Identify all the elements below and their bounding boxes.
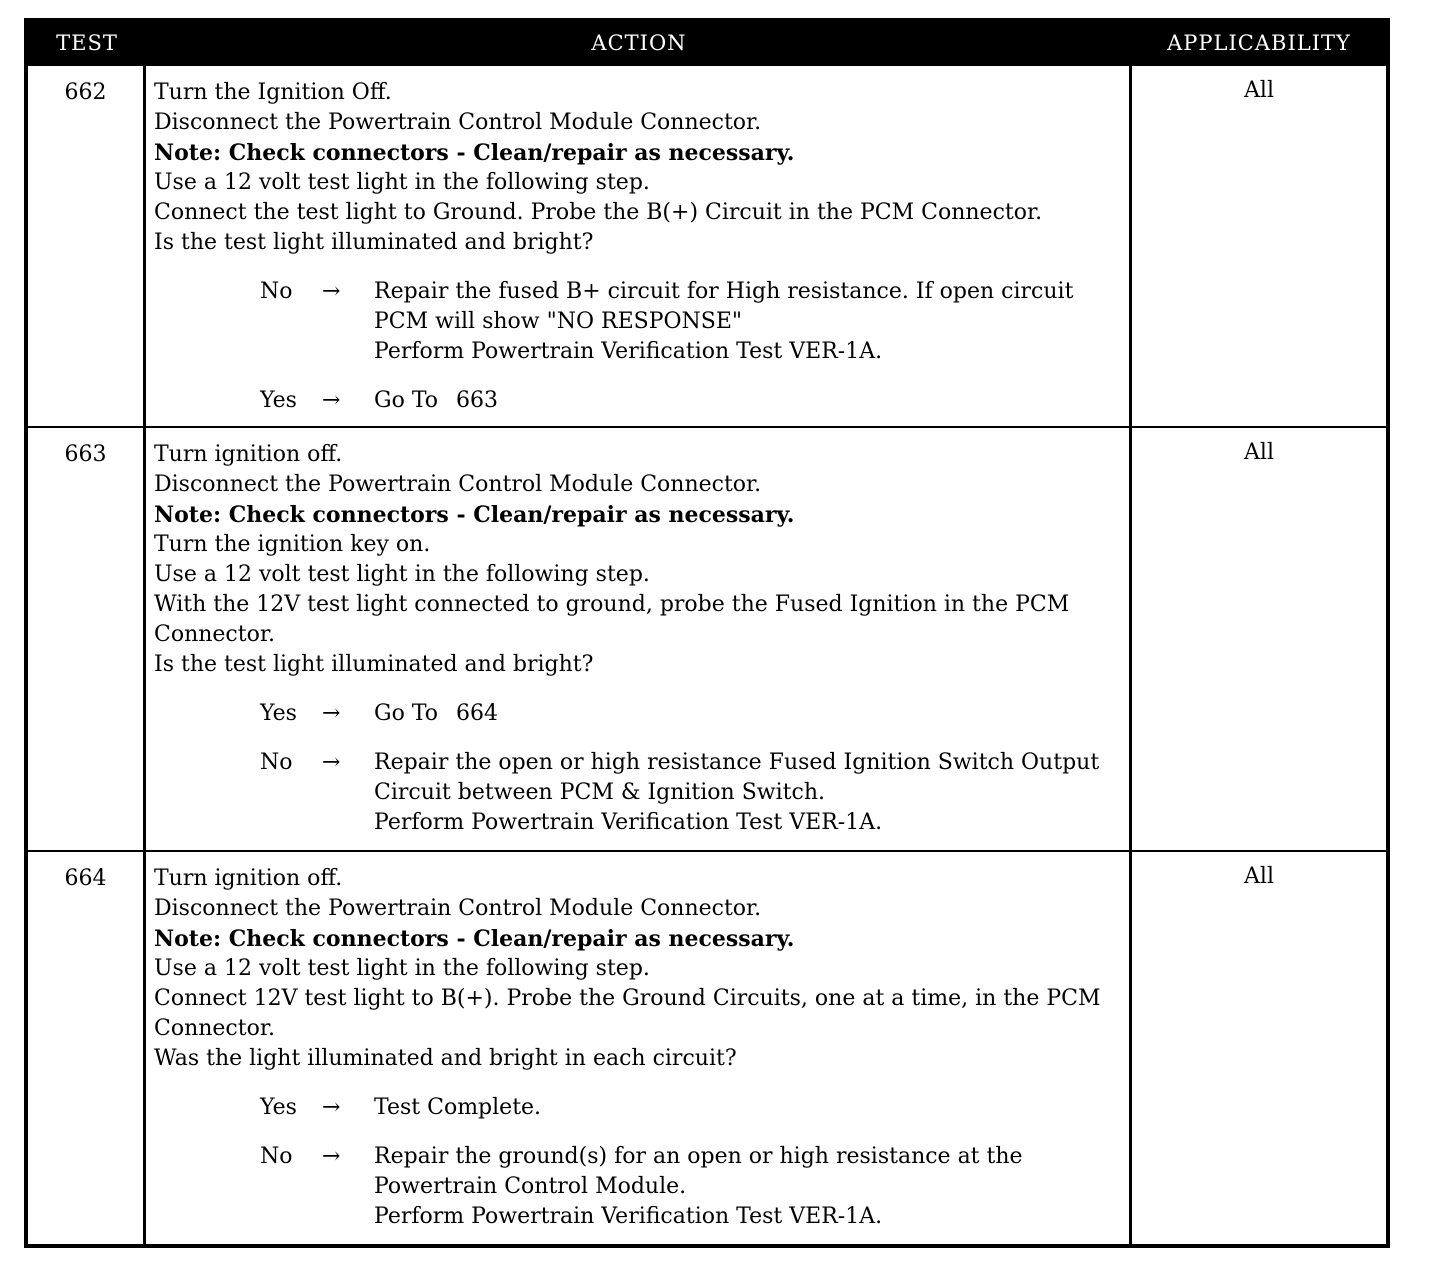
result-line: Repair the open or high resistance Fused Ignition Switch Output [374, 750, 1100, 775]
result-no [260, 277, 1121, 367]
result-line: Repair the ground(s) for an open or high resistance at the [374, 1144, 1023, 1169]
result-yes [260, 1093, 1121, 1123]
action-line: Use a 12 volt test light in the following step. [154, 956, 650, 981]
applicability-cell: All [1244, 78, 1274, 103]
result-no [260, 748, 1121, 838]
goto-label: Go To [374, 388, 439, 413]
result-line: Perform Powertrain Verification Test VER-1A. [374, 339, 883, 364]
goto-target: 663 [456, 388, 499, 413]
result-yes [260, 386, 1121, 416]
action-cell [146, 428, 1132, 850]
result-line: PCM will show "NO RESPONSE" [374, 309, 743, 334]
action-line: Is the test light illuminated and bright? [154, 230, 594, 255]
result-text [374, 699, 1121, 729]
action-line: Was the light illuminated and bright in each circuit? [154, 1046, 737, 1071]
test-row-662 [28, 64, 1386, 426]
table-header [28, 22, 1386, 64]
result-yes [260, 699, 1121, 729]
action-line: Use a 12 volt test light in the following step. [154, 562, 650, 587]
action-line: Turn the Ignition Off. [154, 80, 392, 105]
result-line: Repair the fused B+ circuit for High resistance. If open circuit [374, 279, 1074, 304]
answer-label: Yes [260, 388, 297, 413]
arrow-icon: → [322, 388, 341, 413]
action-line: Connect 12V test light to B(+). Probe the Ground Circuits, one at a time, in the PCM [154, 986, 1101, 1011]
action-line: Is the test light illuminated and bright? [154, 652, 594, 677]
header-test: TEST [56, 31, 118, 55]
action-line: Connector. [154, 1016, 275, 1041]
goto-label: Go To [374, 701, 439, 726]
test-number: 662 [28, 66, 146, 426]
test-number: 664 [28, 852, 146, 1244]
result-line: Powertrain Control Module. [374, 1174, 687, 1199]
header-applicability: APPLICABILITY [1167, 31, 1351, 55]
action-line: Turn the ignition key on. [154, 532, 431, 557]
action-line: Disconnect the Powertrain Control Module Connector. [154, 110, 762, 135]
action-line: Use a 12 volt test light in the following step. [154, 170, 650, 195]
note-line: Note: Check connectors - Clean/repair as necessary. [154, 926, 795, 952]
arrow-icon: → [322, 279, 341, 304]
result-text [374, 1142, 1121, 1232]
result-line: Circuit between PCM & Ignition Switch. [374, 780, 825, 805]
test-row-664 [28, 850, 1386, 1244]
note-line: Note: Check connectors - Clean/repair as necessary. [154, 140, 795, 166]
action-cell [146, 852, 1132, 1244]
test-number: 663 [28, 428, 146, 850]
answer-label: Yes [260, 701, 297, 726]
result-line: Perform Powertrain Verification Test VER-1A. [374, 810, 883, 835]
result-text [374, 277, 1121, 367]
action-cell [146, 66, 1132, 426]
action-line: Disconnect the Powertrain Control Module Connector. [154, 472, 762, 497]
result-line: Test Complete. [374, 1095, 542, 1120]
action-line: Disconnect the Powertrain Control Module Connector. [154, 896, 762, 921]
result-no [260, 1142, 1121, 1232]
header-action: ACTION [591, 31, 687, 55]
answer-label: No [260, 1144, 293, 1169]
action-line: With the 12V test light connected to ground, probe the Fused Ignition in the PCM [154, 592, 1070, 617]
action-line: Turn ignition off. [154, 866, 343, 891]
arrow-icon: → [322, 1144, 341, 1169]
result-text [374, 386, 1121, 416]
answer-label: Yes [260, 1095, 297, 1120]
answer-label: No [260, 750, 293, 775]
arrow-icon: → [322, 750, 341, 775]
diagnostic-test-table [24, 18, 1390, 1248]
test-row-663 [28, 426, 1386, 850]
action-line: Connect the test light to Ground. Probe the B(+) Circuit in the PCM Connector. [154, 200, 1043, 225]
arrow-icon: → [322, 701, 341, 726]
action-line: Connector. [154, 622, 275, 647]
arrow-icon: → [322, 1095, 341, 1120]
result-text [374, 1093, 1121, 1123]
goto-target: 664 [456, 701, 499, 726]
applicability-cell: All [1244, 864, 1274, 889]
answer-label: No [260, 279, 293, 304]
action-line: Turn ignition off. [154, 442, 343, 467]
applicability-cell: All [1244, 440, 1274, 465]
note-line: Note: Check connectors - Clean/repair as necessary. [154, 502, 795, 528]
result-line: Perform Powertrain Verification Test VER-1A. [374, 1204, 883, 1229]
result-text [374, 748, 1121, 838]
